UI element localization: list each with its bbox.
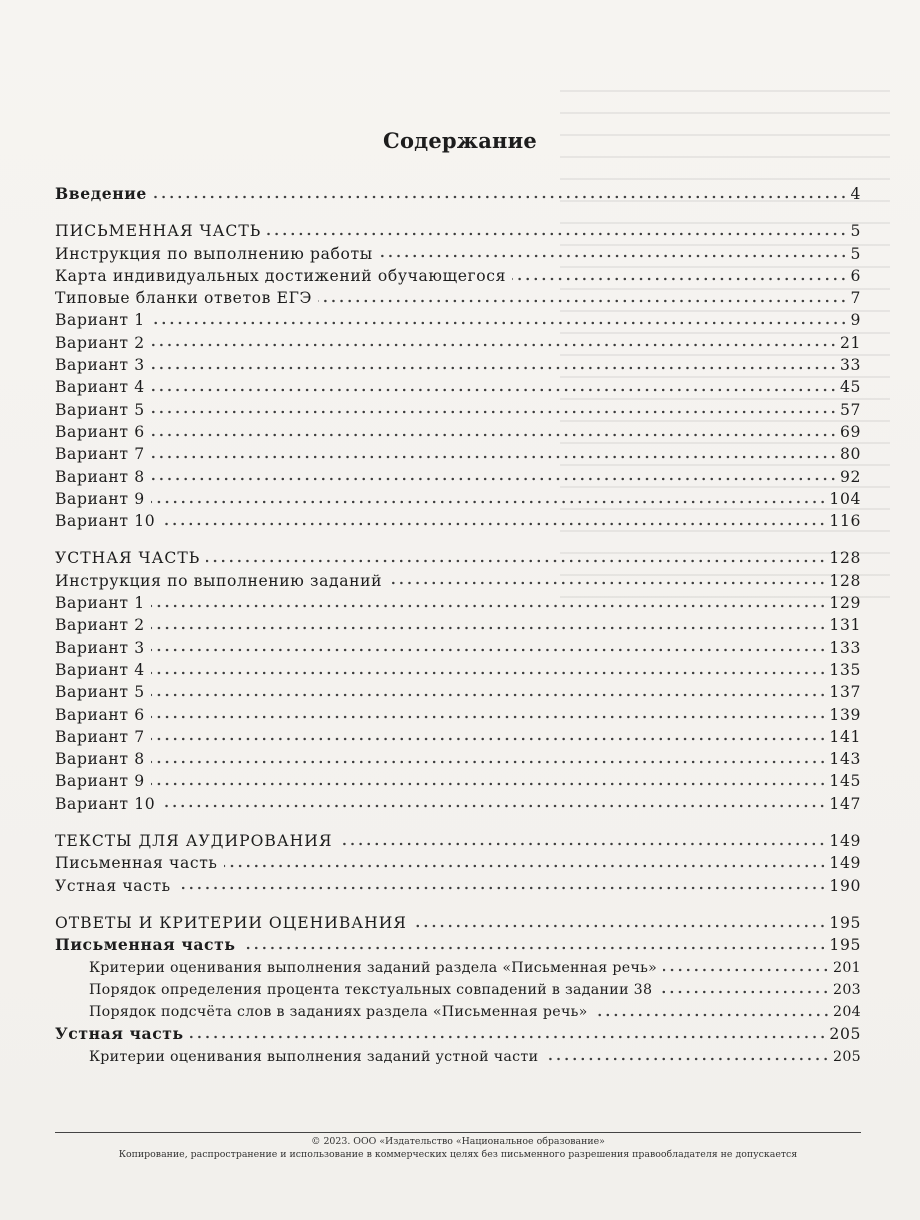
toc-entry-label: Вариант 3 xyxy=(55,356,145,375)
toc-entry-page-number: 149 xyxy=(829,832,861,851)
toc-entry[interactable] xyxy=(55,726,861,748)
toc-entry-label: Вариант 7 xyxy=(55,727,145,746)
toc-entry[interactable] xyxy=(55,957,861,979)
toc-entry-page-number: 129 xyxy=(829,594,861,613)
toc-entry-page-number: 195 xyxy=(829,936,861,955)
toc-entry[interactable] xyxy=(55,748,861,770)
dot-leader xyxy=(161,804,826,808)
toc-entry[interactable] xyxy=(55,287,861,309)
toc-entry-page-number: 104 xyxy=(829,489,861,508)
dot-leader xyxy=(161,522,826,526)
toc-section xyxy=(55,547,861,815)
toc-entry-label: Устная часть xyxy=(55,876,171,895)
toc-entry-page-number: 133 xyxy=(829,638,861,657)
toc-entry[interactable] xyxy=(55,466,861,488)
toc-entry[interactable] xyxy=(55,183,861,205)
dot-leader xyxy=(658,990,830,994)
toc-entry-label: Порядок определения процента текстуальных совпадений в задании 38 xyxy=(89,981,653,998)
toc-entry-label: Вариант 4 xyxy=(55,660,145,679)
dot-leader xyxy=(151,388,837,392)
toc-entry-label: Вариант 6 xyxy=(55,422,145,441)
toc-entry-label: Карта индивидуальных достижений обучающегося xyxy=(55,266,507,285)
dot-leader xyxy=(151,737,827,741)
copyright-line: © 2023. ООО «Издательство «Национальное образование» xyxy=(311,1136,605,1147)
copyright-footer xyxy=(55,1132,861,1161)
toc-entry-label: Вариант 2 xyxy=(55,616,145,635)
toc-entry[interactable] xyxy=(55,912,861,934)
dot-leader xyxy=(512,277,847,281)
dot-leader xyxy=(190,1035,827,1039)
toc-entry-page-number: 131 xyxy=(829,616,861,635)
toc-entry-page-number: 4 xyxy=(850,185,861,203)
dot-leader xyxy=(151,366,837,370)
toc-entry-page-number: 195 xyxy=(829,913,861,932)
dot-leader xyxy=(151,671,827,675)
toc-entry-page-number: 139 xyxy=(829,705,861,724)
dot-leader xyxy=(151,410,837,414)
toc-entry[interactable] xyxy=(55,354,861,376)
table-of-contents xyxy=(55,183,861,1068)
toc-entry-label: Письменная часть xyxy=(55,854,218,873)
toc-entry-label: Вариант 10 xyxy=(55,794,156,813)
dot-leader xyxy=(318,299,847,303)
toc-entry-page-number: 145 xyxy=(829,772,861,791)
dot-leader xyxy=(224,864,827,868)
toc-entry[interactable] xyxy=(55,547,861,569)
toc-entry-label: Вариант 9 xyxy=(55,772,145,791)
toc-entry-page-number: 205 xyxy=(829,1025,861,1044)
toc-entry[interactable] xyxy=(55,443,861,465)
toc-entry[interactable] xyxy=(55,770,861,792)
toc-entry[interactable] xyxy=(55,875,861,897)
toc-entry-page-number: 116 xyxy=(829,512,861,531)
dot-leader xyxy=(151,760,827,764)
toc-entry-label: Инструкция по выполнению работы xyxy=(55,244,373,263)
toc-entry[interactable] xyxy=(55,830,861,852)
toc-entry-label: ОТВЕТЫ И КРИТЕРИИ ОЦЕНИВАНИЯ xyxy=(55,913,407,932)
toc-section xyxy=(55,183,861,205)
toc-entry-page-number: 5 xyxy=(850,222,861,241)
toc-entry-label: Типовые бланки ответов ЕГЭ xyxy=(55,289,313,308)
dot-leader xyxy=(206,559,826,563)
toc-entry[interactable] xyxy=(55,243,861,265)
toc-entry-page-number: 205 xyxy=(833,1048,861,1065)
toc-entry-page-number: 21 xyxy=(839,333,861,352)
dot-leader xyxy=(151,433,837,437)
toc-entry[interactable] xyxy=(55,510,861,532)
toc-entry-label: УСТНАЯ ЧАСТЬ xyxy=(55,549,201,568)
toc-section xyxy=(55,912,861,1068)
toc-section xyxy=(55,220,861,532)
toc-entry[interactable] xyxy=(55,570,861,592)
toc-entry-label: Вариант 8 xyxy=(55,750,145,769)
toc-section xyxy=(55,830,861,897)
dot-leader xyxy=(151,693,827,697)
toc-entry-page-number: 141 xyxy=(829,727,861,746)
dot-leader xyxy=(413,924,827,928)
dot-leader xyxy=(151,343,837,347)
toc-entry[interactable] xyxy=(55,399,861,421)
toc-entry-page-number: 128 xyxy=(829,571,861,590)
toc-entry[interactable] xyxy=(55,704,861,726)
toc-entry-label: Письменная часть xyxy=(55,935,236,955)
toc-entry-label: Вариант 10 xyxy=(55,512,156,531)
toc-entry[interactable] xyxy=(55,309,861,331)
toc-entry-label: Вариант 1 xyxy=(55,311,145,330)
toc-entry-label: ПИСЬМЕННАЯ ЧАСТЬ xyxy=(55,222,262,241)
toc-entry-page-number: 9 xyxy=(850,311,861,330)
toc-entry-label: Вариант 3 xyxy=(55,638,145,657)
toc-entry-label: Критерии оценивания выполнения заданий устной части xyxy=(89,1048,539,1065)
toc-entry-page-number: 5 xyxy=(850,244,861,263)
toc-entry-page-number: 143 xyxy=(829,750,861,769)
toc-entry-label: Вариант 5 xyxy=(55,400,145,419)
toc-entry-page-number: 69 xyxy=(839,422,861,441)
toc-entry-page-number: 137 xyxy=(829,683,861,702)
toc-entry[interactable] xyxy=(55,637,861,659)
toc-entry-label: Устная часть xyxy=(55,1024,184,1044)
dot-leader xyxy=(151,455,837,459)
toc-entry[interactable] xyxy=(55,793,861,815)
toc-entry[interactable] xyxy=(55,1023,861,1045)
toc-entry[interactable] xyxy=(55,681,861,703)
toc-entry[interactable] xyxy=(55,614,861,636)
dot-leader xyxy=(379,254,848,258)
toc-entry-label: Вариант 9 xyxy=(55,489,145,508)
toc-entry-label: Вариант 2 xyxy=(55,333,145,352)
toc-entry-page-number: 92 xyxy=(839,467,861,486)
toc-entry-label: Вариант 7 xyxy=(55,445,145,464)
toc-entry[interactable] xyxy=(55,332,861,354)
dot-leader xyxy=(388,581,826,585)
dot-leader xyxy=(177,886,827,890)
toc-entry-label: Вариант 6 xyxy=(55,705,145,724)
dot-leader xyxy=(338,842,826,846)
toc-entry-label: Введение xyxy=(55,184,147,203)
toc-entry-label: Вариант 5 xyxy=(55,683,145,702)
toc-entry-label: Вариант 8 xyxy=(55,467,145,486)
dot-leader xyxy=(544,1057,830,1061)
toc-entry-page-number: 80 xyxy=(839,445,861,464)
toc-entry-label: Критерии оценивания выполнения заданий раздела «Письменная речь» xyxy=(89,959,658,976)
toc-entry[interactable] xyxy=(55,421,861,443)
toc-entry[interactable] xyxy=(55,220,861,242)
toc-entry-page-number: 149 xyxy=(829,854,861,873)
toc-entry-page-number: 203 xyxy=(833,981,861,998)
toc-entry-page-number: 190 xyxy=(829,876,861,895)
toc-entry-page-number: 128 xyxy=(829,549,861,568)
toc-entry-page-number: 57 xyxy=(839,400,861,419)
dot-leader xyxy=(151,321,848,325)
dot-leader xyxy=(594,1013,830,1017)
toc-entry-page-number: 33 xyxy=(839,356,861,375)
toc-entry-label: Порядок подсчёта слов в заданиях раздела «Письменная речь» xyxy=(89,1004,588,1021)
toc-entry-page-number: 7 xyxy=(850,289,861,308)
dot-leader xyxy=(151,626,827,630)
dot-leader xyxy=(151,648,827,652)
toc-entry-page-number: 204 xyxy=(833,1004,861,1021)
toc-entry[interactable] xyxy=(55,934,861,956)
dot-leader xyxy=(151,477,837,481)
toc-entry-label: Вариант 4 xyxy=(55,378,145,397)
toc-entry[interactable] xyxy=(55,659,861,681)
dot-leader xyxy=(151,782,827,786)
toc-entry[interactable] xyxy=(55,979,861,1001)
dot-leader xyxy=(242,946,827,950)
toc-entry[interactable] xyxy=(55,376,861,398)
dot-leader xyxy=(151,500,827,504)
page-title: Содержание xyxy=(383,128,537,153)
toc-entry[interactable] xyxy=(55,1001,861,1023)
toc-entry[interactable] xyxy=(55,265,861,287)
toc-entry[interactable] xyxy=(55,1046,861,1068)
toc-entry-page-number: 147 xyxy=(829,794,861,813)
toc-entry-page-number: 201 xyxy=(833,959,861,976)
toc-entry[interactable] xyxy=(55,852,861,874)
toc-entry-label: Инструкция по выполнению заданий xyxy=(55,571,383,590)
toc-entry[interactable] xyxy=(55,488,861,510)
dot-leader xyxy=(151,604,827,608)
toc-entry-label: ТЕКСТЫ ДЛЯ АУДИРОВАНИЯ xyxy=(55,832,333,851)
toc-entry[interactable] xyxy=(55,592,861,614)
dot-leader xyxy=(151,715,827,719)
toc-entry-label: Вариант 1 xyxy=(55,594,145,613)
dot-leader xyxy=(267,232,847,236)
dot-leader xyxy=(153,195,848,199)
toc-entry-page-number: 135 xyxy=(829,660,861,679)
copyright-notice: Копирование, распространение и использование в коммерческих целях без письменного разрешения правообладателя не допускается xyxy=(118,1148,798,1160)
toc-entry-page-number: 6 xyxy=(850,266,861,285)
toc-entry-page-number: 45 xyxy=(839,378,861,397)
dot-leader xyxy=(663,968,830,972)
